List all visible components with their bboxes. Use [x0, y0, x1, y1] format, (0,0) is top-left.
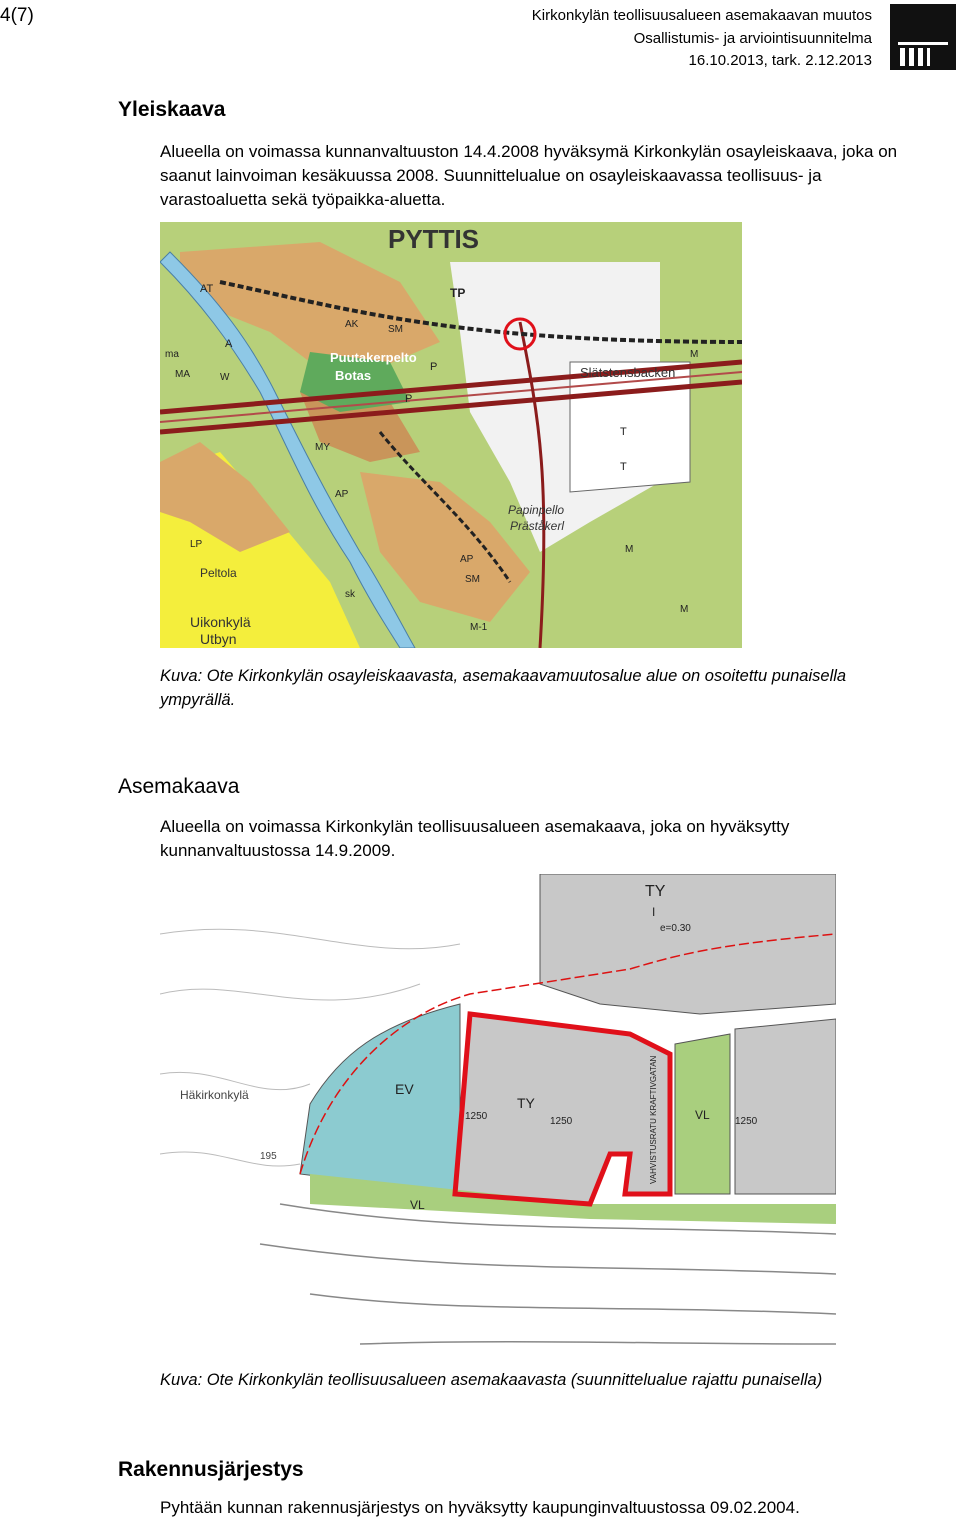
map-label-my: MY — [315, 442, 330, 453]
map-label-tp: TP — [450, 286, 466, 300]
yleiskaava-caption-1: Kuva: Ote Kirkonkylän osayleiskaavasta, asemakaavamuutosalue alue on osoitettu punaisella — [160, 667, 847, 685]
rakennusjarjestys-text: Pyhtään kunnan rakennusjärjestys on hyväksytty kaupunginvaltuustossa 09.02.2004. — [160, 1498, 800, 1517]
map-label-peltola: Peltola — [200, 566, 237, 580]
map-label-a: A — [225, 338, 233, 350]
plan-label-1250a: 1250 — [465, 1111, 488, 1122]
map-label-at: AT — [200, 283, 214, 295]
map-label-sm2: SM — [465, 574, 480, 585]
map-label-pyttis: PYTTIS — [388, 224, 480, 254]
map-label-ap2: AP — [460, 554, 474, 565]
map-label-p1: P — [430, 361, 438, 373]
plan-label-roman: I — [652, 905, 656, 919]
plan-label-1250c: 1250 — [735, 1116, 758, 1127]
map-label-uikonkyla: Uikonkylä — [190, 614, 251, 630]
plan-label-1250b: 1250 — [550, 1116, 573, 1127]
map-label-ak: AK — [345, 319, 359, 330]
document-title: Kirkonkylän teollisuusalueen asemakaavan muutos — [531, 7, 872, 24]
map-label-lp: LP — [190, 539, 203, 550]
detailed-plan-map — [160, 874, 836, 1354]
plan-label-hakirkonkyla: Häkirkonkylä — [180, 1088, 249, 1102]
map-label-puutakerpelto: Puutakerpelto — [330, 350, 417, 365]
map-label-t1: T — [620, 426, 627, 438]
yleiskaava-heading: Yleiskaava — [118, 98, 226, 121]
map-label-papinpello: Papinpello — [508, 503, 565, 517]
map-label-ma2: ma — [165, 349, 179, 360]
document-date: 16.10.2013, tark. 2.12.2013 — [688, 52, 872, 69]
map-label-p2: P — [405, 393, 413, 405]
map-label-m1: M — [690, 349, 699, 360]
plan-label-195: 195 — [260, 1151, 277, 1162]
map-label-m2: M — [625, 544, 634, 555]
map-label-t2: T — [620, 461, 627, 473]
plan-label-ty: TY — [517, 1095, 535, 1111]
page-number: 4(7) — [0, 5, 34, 26]
map-label-ma: MA — [175, 369, 190, 380]
yleiskaava-text-3: varastoaluetta sekä työpaikka-aluetta. — [160, 190, 446, 209]
map-label-sk: sk — [345, 589, 355, 600]
plan-label-vl-right: VL — [695, 1108, 710, 1122]
map-label-prastakerl: Präståkerl — [510, 519, 565, 533]
yleiskaava-text-2: saanut lainvoiman kesäkuussa 2008. Suunnittelualue on osayleiskaavassa teollisuus- ja — [160, 166, 822, 185]
master-plan-map — [160, 222, 742, 648]
asemakaava-heading: Asemakaava — [118, 775, 240, 798]
map-label-m1b: M-1 — [470, 622, 488, 633]
plan-label-ty-top: TY — [645, 883, 666, 900]
yleiskaava-text-1: Alueella on voimassa kunnanvaltuuston 14.4.2008 hyväksymä Kirkonkylän osayleiskaava, joka on — [160, 142, 898, 161]
rakennusjarjestys-heading: Rakennusjärjestys — [118, 1458, 304, 1481]
plan-label-e030: e=0.30 — [660, 923, 691, 934]
municipality-logo — [890, 4, 956, 70]
plan-label-vl-bottom: VL — [410, 1198, 425, 1212]
asemakaava-text-1: Alueella on voimassa Kirkonkylän teollisuusalueen asemakaava, joka on hyväksytty — [160, 817, 790, 836]
plan-label-ev: EV — [395, 1081, 414, 1097]
plan-label-street: VAHVISTUSRATU KRAFTIVGATAN — [649, 1055, 658, 1184]
asemakaava-text-2: kunnanvaltuustossa 14.9.2009. — [160, 841, 396, 860]
map-label-slatstensbacken: Slätstensbacken — [580, 365, 676, 380]
map-label-m3: M — [680, 604, 689, 615]
document-subtitle: Osallistumis- ja arviointisuunnitelma — [633, 30, 872, 47]
map-label-ap: AP — [335, 489, 349, 500]
map-label-botas: Botas — [335, 368, 372, 383]
asemakaava-caption: Kuva: Ote Kirkonkylän teollisuusalueen asemakaavasta (suunnittelualue rajattu punaisella) — [160, 1371, 823, 1389]
map-label-utbyn: Utbyn — [200, 631, 237, 647]
yleiskaava-caption-2: ympyrällä. — [160, 691, 236, 709]
map-label-w: W — [220, 372, 230, 383]
map-label-sm: SM — [388, 324, 403, 335]
